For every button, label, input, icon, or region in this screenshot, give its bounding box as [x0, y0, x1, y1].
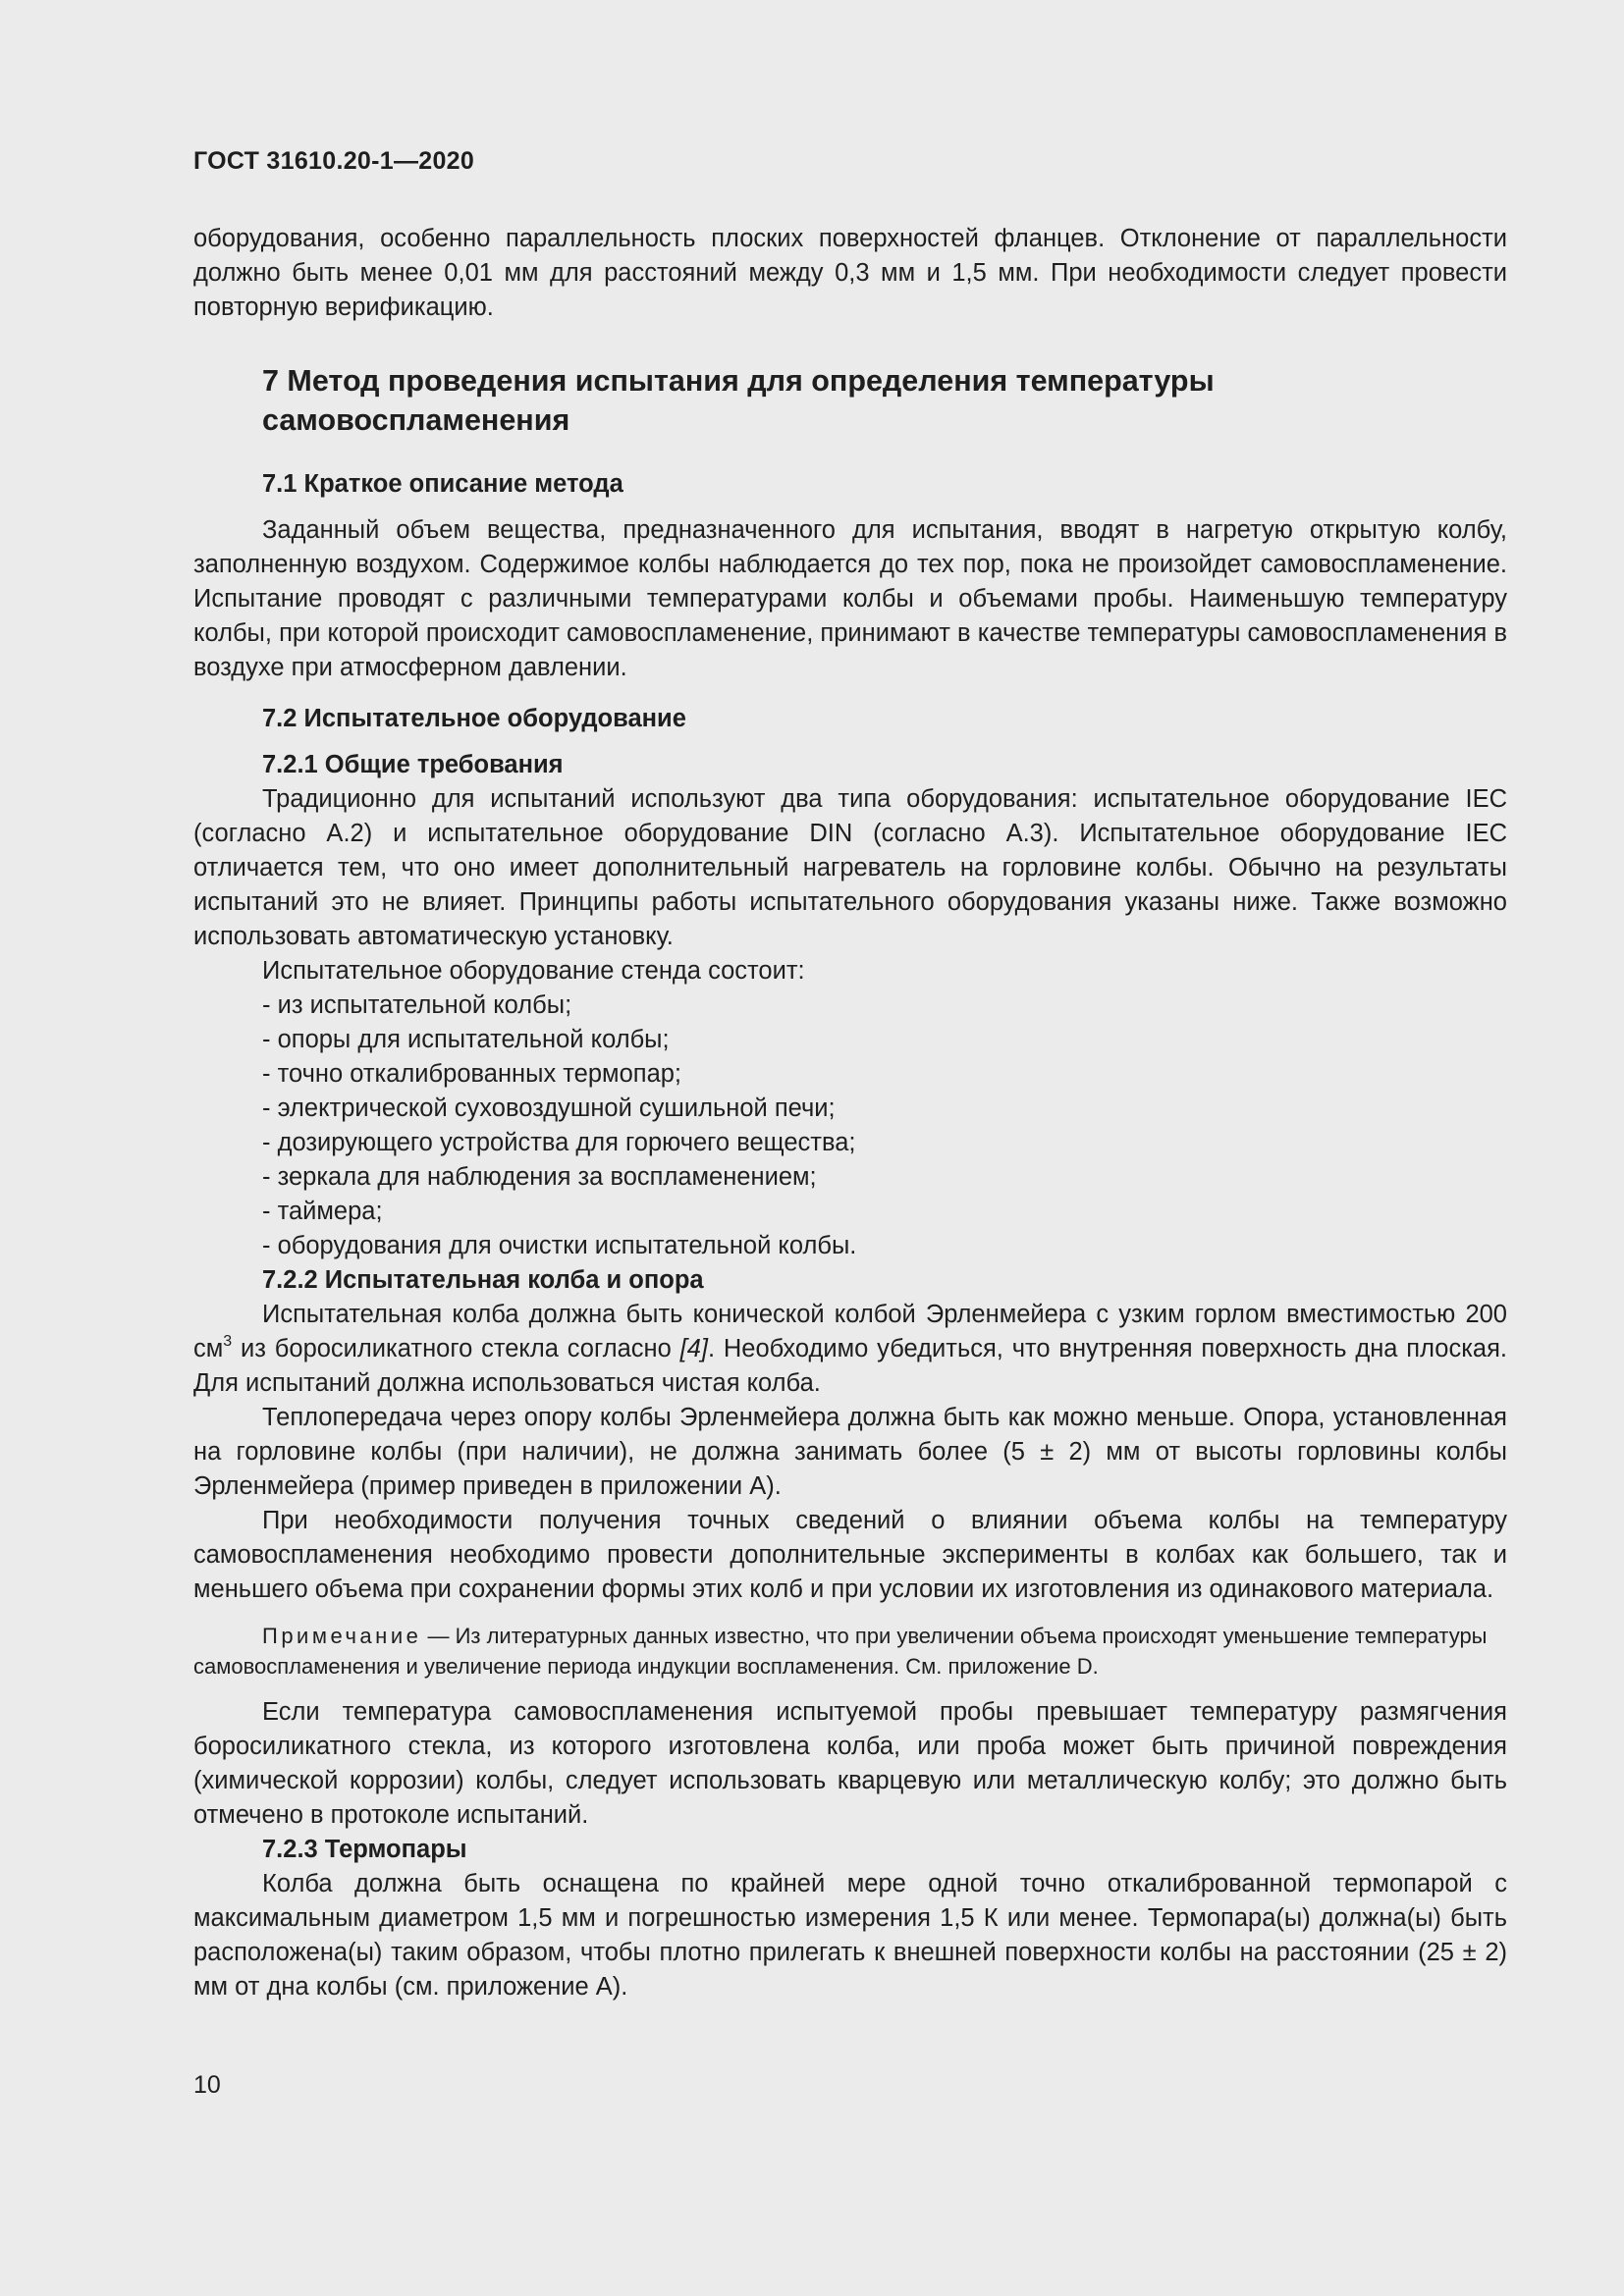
- section-7-title: 7 Метод проведения испытания для определения температуры самовоспламенения: [262, 364, 1215, 437]
- list-item: - из испытательной колбы;: [262, 991, 572, 1019]
- list-item: - электрической суховоздушной сушильной печи;: [262, 1095, 836, 1122]
- list-item: - зеркала для наблюдения за воспламенением;: [262, 1163, 817, 1191]
- note-label: Примечание: [262, 1624, 422, 1648]
- section-7-2-1-title: 7.2.1 Общие требования: [262, 751, 564, 778]
- section-7-2-2-paragraph-1: [193, 1298, 1507, 1401]
- section-7-2-2-title: 7.2.2 Испытательная колба и опора: [262, 1266, 704, 1294]
- section-7-1-paragraph: Заданный объем вещества, предназначенного для испытания, вводят в нагретую открытую колбу, заполненную воздухом. Содержимое колбы наблюдается до тех пор, пока не произойдет самовоспламенение. Испытание проводят с различными температурами колбы и объемами пробы. Наименьшую температуру колбы, при которой происходит самовоспламенение, принимают в качестве температуры самовоспламенения в воздухе при атмосферном давлении.: [193, 516, 1507, 681]
- section-7-2-3-title: 7.2.3 Термопары: [262, 1836, 467, 1863]
- section-7-2-title: 7.2 Испытательное оборудование: [262, 705, 686, 732]
- note: [193, 1621, 1507, 1682]
- list-item: - оборудования для очистки испытательной колбы.: [262, 1232, 857, 1259]
- equipment-list-intro: Испытательное оборудование стенда состоит:: [262, 957, 805, 985]
- list-item: - дозирующего устройства для горючего вещества;: [262, 1129, 856, 1156]
- document-body: [193, 222, 1507, 2004]
- list-item: - опоры для испытательной колбы;: [262, 1026, 670, 1053]
- document-header: ГОСТ 31610.20-1—2020: [193, 147, 475, 175]
- section-7-2-3-paragraph: Колба должна быть оснащена по крайней мере одной точно откалиброванной термопарой с максимальным диаметром 1,5 мм и погрешностью измерения 1,5 К или менее. Термопара(ы) должна(ы) быть расположена(ы) таким образом, чтобы плотно прилегать к внешней поверхности колбы на расстоянии (25 ± 2) мм от дна колбы (см. приложение А).: [193, 1870, 1507, 2001]
- section-7-2-2-paragraph-4: Если температура самовоспламенения испытуемой пробы превышает температуру размягчения боросиликатного стекла, из которого изготовлена колба, или проба может быть причиной повреждения (химической коррозии) колбы, следует использовать кварцевую или металлическую колбу; это должно быть отмечено в протоколе испытаний.: [193, 1698, 1507, 1829]
- reference-link: [4]: [679, 1335, 708, 1362]
- section-7-2-2-paragraph-2: Теплопередача через опору колбы Эрленмейера должна быть как можно меньше. Опора, установленная на горловине колбы (при наличии), не должна занимать более (5 ± 2) мм от высоты горловины колбы Эрленмейера (пример приведен в приложении А).: [193, 1404, 1507, 1500]
- section-7-2-1-paragraph: Традиционно для испытаний используют два типа оборудования: испытательное оборудование IEC (согласно А.2) и испытательное оборудование DIN (согласно А.3). Испытательное оборудование IEC отличается тем, что оно имеет дополнительный нагреватель на горловине колбы. Обычно на результаты испытаний это не влияет. Принципы работы испытательного оборудования указаны ниже. Также возможно использовать автоматическую установку.: [193, 785, 1507, 950]
- flask-text-start: Испытательная колба должна быть конической колбой Эрленмейера с узким горлом вместимостью 200 см: [193, 1301, 1507, 1362]
- list-item: - точно откалиброванных термопар;: [262, 1060, 682, 1088]
- section-7-1-title: 7.1 Краткое описание метода: [262, 470, 623, 498]
- flask-text-mid: из боросиликатного стекла согласно: [232, 1335, 680, 1362]
- section-7-2-2-paragraph-3: При необходимости получения точных сведений о влиянии объема колбы на температуру самовоспламенения необходимо провести дополнительные эксперименты в колбах как большего, так и меньшего объема при сохранении формы этих колб и при условии их изготовления из одинакового материала.: [193, 1507, 1507, 1603]
- cubic-superscript: 3: [223, 1333, 233, 1350]
- list-item: - таймера;: [262, 1198, 383, 1225]
- note-text: — Из литературных данных известно, что при увеличении объема происходят уменьшение температуры самовоспламенения и увеличение периода индукции воспламенения. См. приложение D.: [193, 1624, 1488, 1679]
- intro-paragraph: оборудования, особенно параллельность плоских поверхностей фланцев. Отклонение от параллельности должно быть менее 0,01 мм для расстояний между 0,3 мм и 1,5 мм. При необходимости следует провести повторную верификацию.: [193, 225, 1507, 321]
- flask-text-end: . Необходимо убедиться, что внутренняя поверхность дна плоская. Для испытаний должна использоваться чистая колба.: [193, 1335, 1507, 1397]
- page-number: 10: [193, 2071, 221, 2099]
